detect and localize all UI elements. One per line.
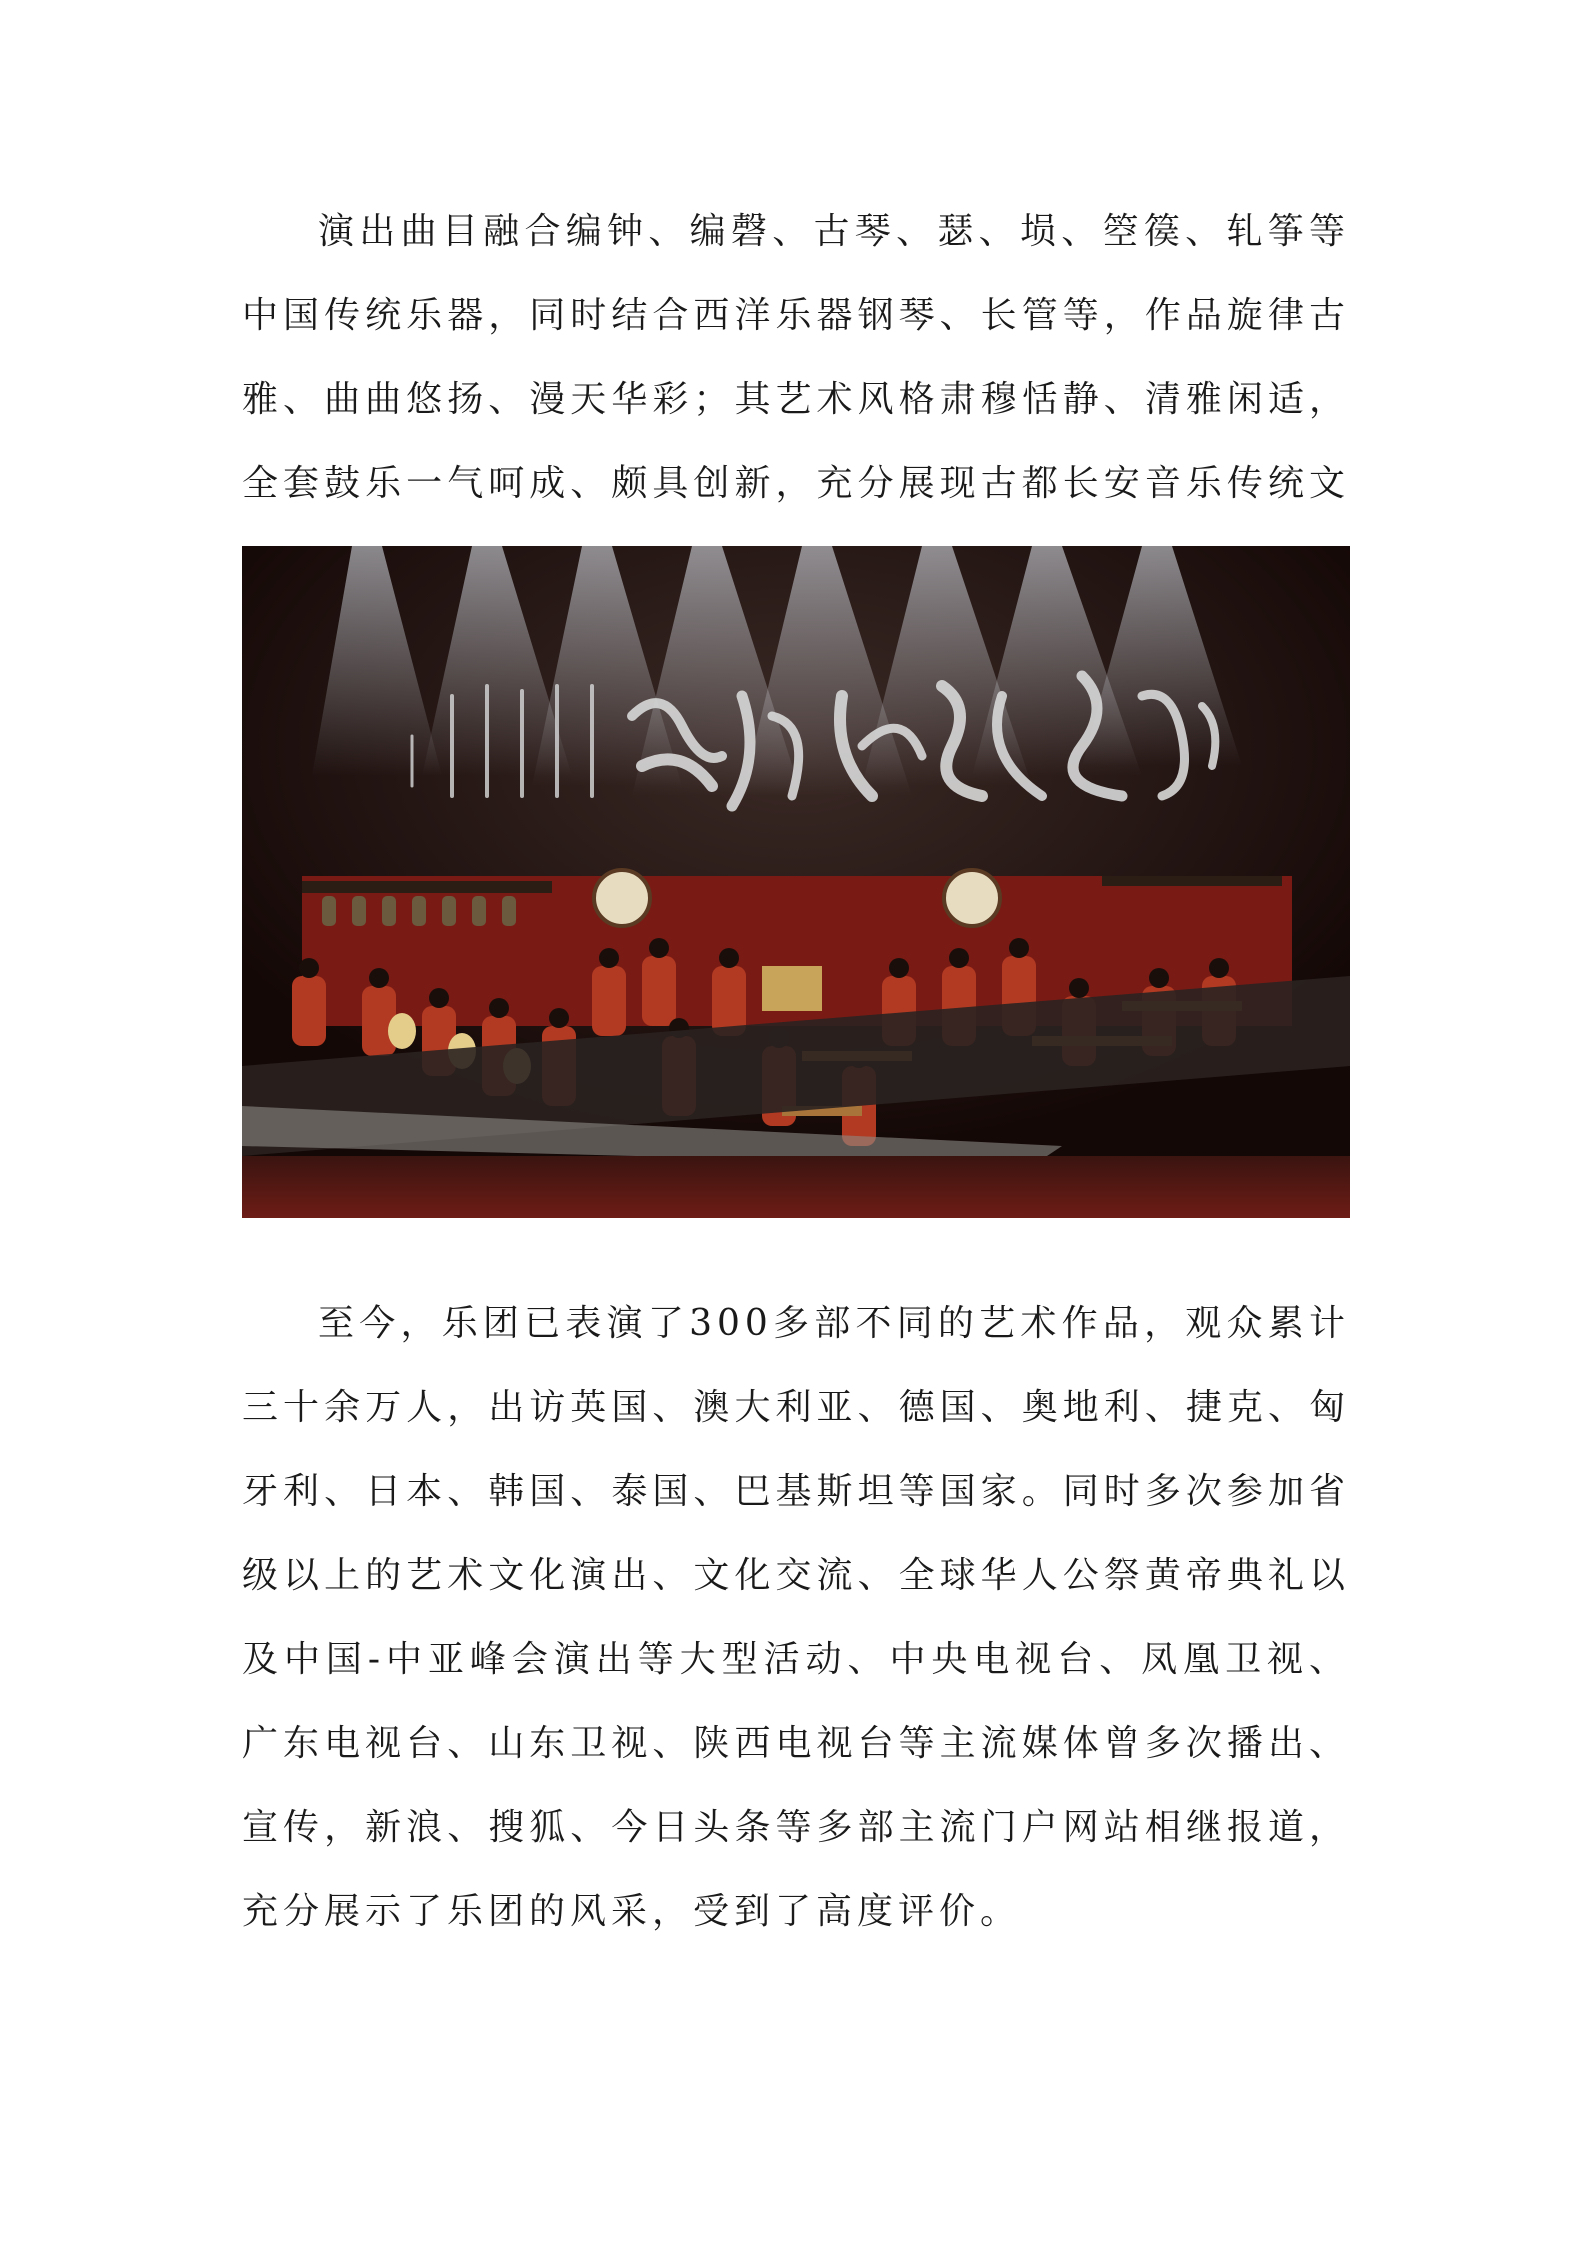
paragraph-intro: 演出曲目融合编钟、编磬、古琴、瑟、埙、箜篌、轧筝等中国传统乐器，同时结合西洋乐器钢琴、长管等，作品旋律古雅、曲曲悠扬、漫天华彩；其艺术风格肃穆恬静、清雅闲适，全套鼓乐一气呵成、颇具创新，充分展现古都长安音乐传统文 — [242, 211, 1350, 504]
paragraph-achievements: 至今，乐团已表演了300多部不同的艺术作品，观众累计三十余万人，出访英国、澳大利亚、德国、奥地利、捷克、匈牙利、日本、韩国、泰国、巴基斯坦等国家。同时多次参加省级以上的艺术文化演出、文化交流、全球华人公祭黄帝典礼以及中国-中亚峰会演出等大型活动、中央电视台、凤凰卫视、广东电视台、山东卫视、陕西电视台等主流媒体曾多次播出、宣传，新浪、搜狐、今日头条等多部主流门户网站相继报道，充分展示了乐团的风采，受到了高度评价。 — [242, 1303, 1350, 1932]
orchestra-stage-photo — [242, 546, 1350, 1218]
